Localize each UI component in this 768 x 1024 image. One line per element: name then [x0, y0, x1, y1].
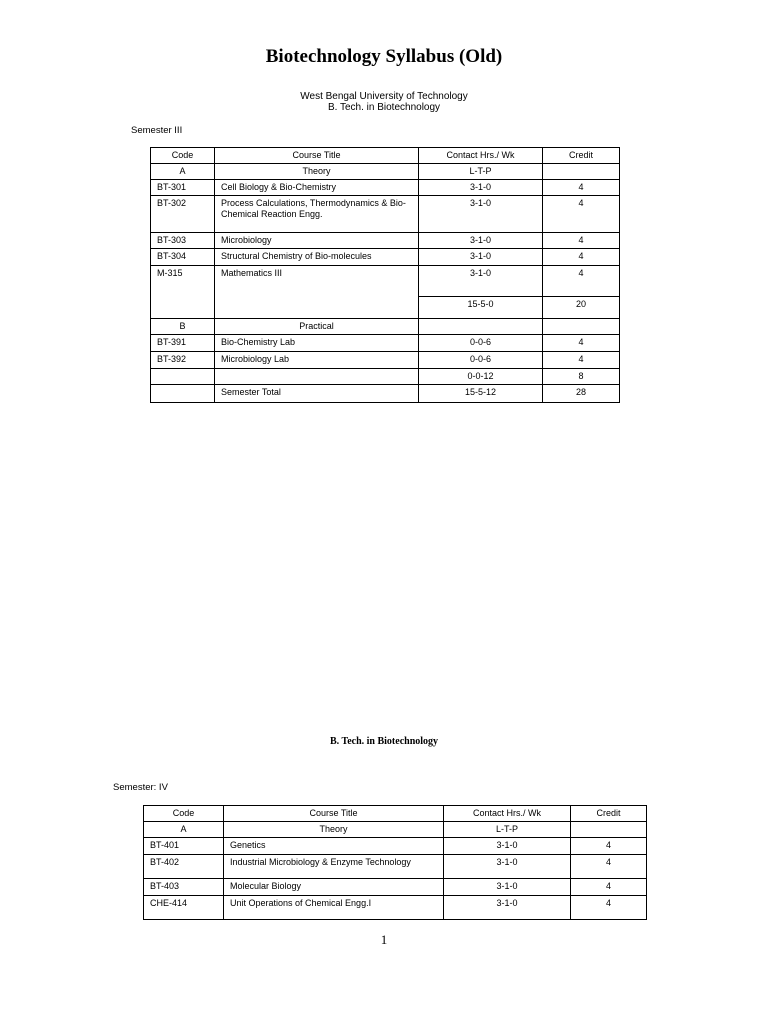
semester-total-row — [151, 385, 620, 403]
course-code: BT-392 — [151, 352, 215, 369]
table-row — [151, 266, 620, 297]
section-title: Theory — [215, 164, 419, 180]
section-title: Practical — [215, 319, 419, 335]
section-row-theory — [144, 822, 647, 838]
section-hours: L-T-P — [444, 822, 571, 838]
course-hours: 3-1-0 — [419, 266, 543, 297]
section-hours: L-T-P — [419, 164, 543, 180]
practical-total-row — [151, 369, 620, 385]
header-course-title: Course Title — [224, 806, 444, 822]
table-row — [144, 855, 647, 879]
semester-3-table — [150, 147, 620, 403]
course-hours: 3-1-0 — [444, 838, 571, 855]
section-code: A — [144, 822, 224, 838]
course-hours: 3-1-0 — [419, 249, 543, 266]
university-name: West Bengal University of Technology — [300, 91, 468, 102]
course-title: Genetics — [224, 838, 444, 855]
section-hours — [419, 319, 543, 335]
course-title: Mathematics III — [215, 266, 419, 319]
course-code: BT-402 — [144, 855, 224, 879]
course-title: Industrial Microbiology & Enzyme Technology — [224, 855, 444, 879]
section-code: A — [151, 164, 215, 180]
semester-total-hours: 15-5-12 — [419, 385, 543, 403]
table-row — [151, 180, 620, 196]
course-code: BT-303 — [151, 233, 215, 249]
course-credit: 4 — [543, 266, 620, 297]
course-credit: 4 — [571, 879, 647, 896]
course-credit: 4 — [571, 855, 647, 879]
page-number: 1 — [380, 932, 388, 947]
course-hours: 0-0-6 — [419, 335, 543, 352]
course-credit: 4 — [571, 896, 647, 920]
semester-4-heading: B. Tech. in Biotechnology — [329, 736, 439, 747]
semester-4-table — [143, 805, 647, 920]
semester-total-label: Semester Total — [215, 385, 419, 403]
document-title: Biotechnology Syllabus (Old) — [265, 46, 503, 67]
course-hours: 0-0-6 — [419, 352, 543, 369]
course-hours: 3-1-0 — [444, 896, 571, 920]
table-header-row — [151, 148, 620, 164]
section-credit — [543, 164, 620, 180]
course-title: Microbiology Lab — [215, 352, 419, 369]
course-credit: 4 — [543, 335, 620, 352]
semester-3-label: Semester III — [131, 125, 183, 136]
table-row — [151, 249, 620, 266]
header-code: Code — [144, 806, 224, 822]
section-title: Theory — [224, 822, 444, 838]
theory-total-credit: 20 — [543, 297, 620, 319]
table-row — [151, 335, 620, 352]
table-row — [144, 879, 647, 896]
course-code: M-315 — [151, 266, 215, 319]
header-code: Code — [151, 148, 215, 164]
semester-total-credit: 28 — [543, 385, 620, 403]
course-hours: 3-1-0 — [419, 233, 543, 249]
table-row — [151, 196, 620, 233]
course-code: BT-401 — [144, 838, 224, 855]
course-title: Microbiology — [215, 233, 419, 249]
course-hours: 3-1-0 — [419, 180, 543, 196]
course-title: Process Calculations, Thermodynamics & Bio-Chemical Reaction Engg. — [215, 196, 419, 233]
course-title: Structural Chemistry of Bio-molecules — [215, 249, 419, 266]
course-hours: 3-1-0 — [444, 879, 571, 896]
course-title: Unit Operations of Chemical Engg.I — [224, 896, 444, 920]
course-credit: 4 — [543, 249, 620, 266]
practical-total-hours: 0-0-12 — [419, 369, 543, 385]
course-credit: 4 — [543, 233, 620, 249]
course-code: BT-391 — [151, 335, 215, 352]
course-code: BT-302 — [151, 196, 215, 233]
section-credit — [543, 319, 620, 335]
table-row — [144, 896, 647, 920]
course-code: CHE-414 — [144, 896, 224, 920]
practical-total-credit: 8 — [543, 369, 620, 385]
course-credit: 4 — [543, 180, 620, 196]
header-course-title: Course Title — [215, 148, 419, 164]
course-title: Molecular Biology — [224, 879, 444, 896]
section-row-theory — [151, 164, 620, 180]
empty-cell — [151, 385, 215, 403]
course-hours: 3-1-0 — [444, 855, 571, 879]
empty-cell — [151, 369, 215, 385]
course-title: Bio-Chemistry Lab — [215, 335, 419, 352]
course-hours: 3-1-0 — [419, 196, 543, 233]
table-row — [144, 838, 647, 855]
program-name: B. Tech. in Biotechnology — [327, 102, 441, 113]
header-credit: Credit — [543, 148, 620, 164]
course-credit: 4 — [543, 196, 620, 233]
empty-cell — [215, 369, 419, 385]
table-row — [151, 352, 620, 369]
course-code: BT-403 — [144, 879, 224, 896]
theory-total-hours: 15-5-0 — [419, 297, 543, 319]
section-row-practical — [151, 319, 620, 335]
table-header-row — [144, 806, 647, 822]
semester-4-label: Semester: IV — [113, 782, 168, 793]
course-code: BT-301 — [151, 180, 215, 196]
header-contact-hours: Contact Hrs./ Wk — [444, 806, 571, 822]
course-title: Cell Biology & Bio-Chemistry — [215, 180, 419, 196]
course-credit: 4 — [543, 352, 620, 369]
table-row — [151, 233, 620, 249]
section-credit — [571, 822, 647, 838]
header-contact-hours: Contact Hrs./ Wk — [419, 148, 543, 164]
course-code: BT-304 — [151, 249, 215, 266]
course-credit: 4 — [571, 838, 647, 855]
section-code: B — [151, 319, 215, 335]
header-credit: Credit — [571, 806, 647, 822]
